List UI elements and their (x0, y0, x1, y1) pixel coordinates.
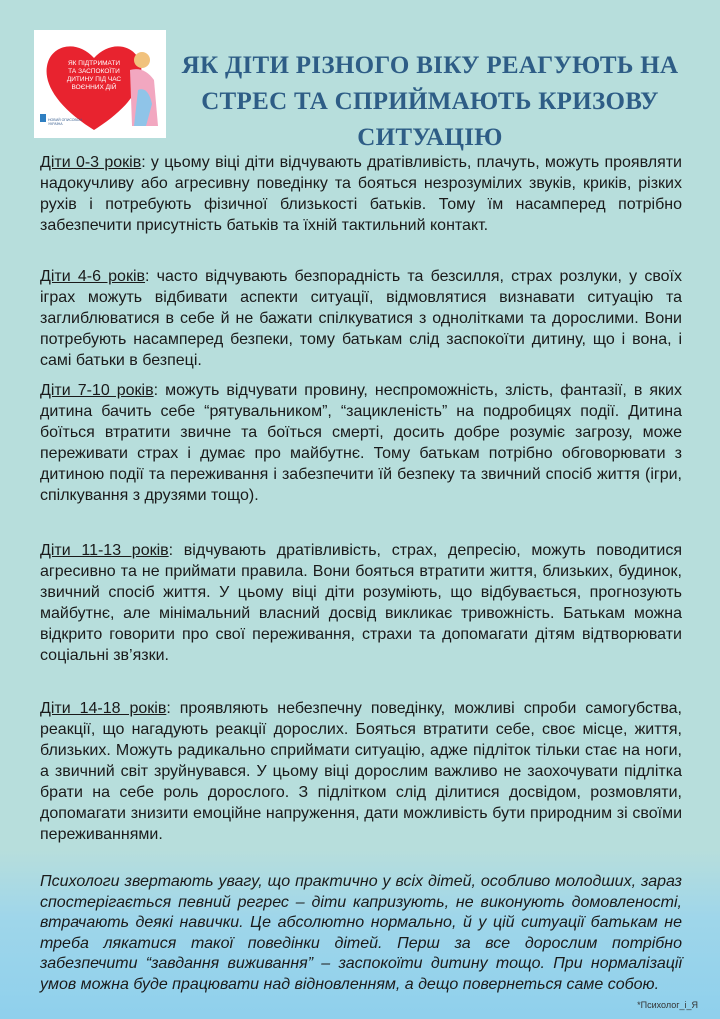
age-label: Діти 4-6 років (40, 268, 146, 285)
section-text: : можуть відчувати провину, неспроможність, злість, фантазії, в яких дитина бачить себе “рятувальником”, “зацикленість” на подробицях події. Дитина боїться втратити звичне та боїться смерті, досить добре розуміє загрозу, може переживати страх і думає про майбутнє. Тому батькам потрібно обговорювати з дитиною події та переживання і забезпечити їй безпеку та звичний спосіб життя (ігри, спілкування з друзями тощо). (40, 382, 682, 504)
header (0, 0, 720, 150)
section-age-11-13 (40, 540, 682, 666)
age-label: Діти 14-18 років (40, 700, 167, 717)
credit: *Психолог_і_Я (637, 1000, 698, 1010)
org-emblem-icon (40, 114, 46, 122)
logo-text: ЯК ПІДТРИМАТИ ТА ЗАСПОКОЇТИ ДИТИНУ ПІД ЧАС ВОЄННИХ ДІЙ (66, 60, 122, 91)
age-label: Діти 0-3 років (40, 154, 142, 171)
section-text: : відчувають дратівливість, страх, депресію, можуть поводитися агресивно та не приймати правила. Вони бояться втратити життя, близьких, будинок, звичний спосіб життя. У цьому віці діти розуміють, що відбувається, прогнозують майбутнє, але мінімальний власний досвід викликає тривожність. Батькам можна відкрито говорити про свої переживання, страхи та допомагати дітям відтворювати соціальні зв’язки. (40, 542, 682, 664)
logo-org: НОВИЙ ОПИСОВОН УКРАЇНА (48, 118, 82, 126)
section-age-14-18 (40, 698, 682, 845)
page-title: ЯК ДІТИ РІЗНОГО ВІКУ РЕАГУЮТЬ НА СТРЕС ТА СПРИЙМАЮТЬ КРИЗОВУ СИТУАЦІЮ (181, 52, 679, 151)
age-label: Діти 7-10 років (40, 382, 154, 399)
figure-head-icon (134, 52, 150, 68)
section-text: : у цьому віці діти відчувають дратівливість, плачуть, можуть проявляти надокучливу або агресивну поведінку та бояться незрозумілих звуків, криків, різких рухів і потребують фізичної близькості батьків. Тому їм насамперед потрібно забезпечити присутність батьків та їхній тактильний контакт. (40, 154, 682, 234)
section-text: : проявляють небезпечну поведінку, можливі спроби самогубства, реакції, що нагадують реакції дорослих. Бояться втратити себе, своє місце, життя, близьких. Можуть радикально сприймати ситуацію, адже підліток тільки стає на ноги, а звичний світ зруйнувався. У цьому віці дорослим важливо не заохочувати підлітка брати на себе роль дорослого. З підлітком слід ділитися досвідом, розмовляти, допомагати знизити емоційне напруження, дати можливість бути природним зі своїми переживаннями. (40, 700, 682, 843)
section-age-4-6 (40, 266, 682, 371)
section-text: : часто відчувають безпорадність та безсилля, страх розлуки, у своїх іграх можуть відбивати аспекти ситуації, відмовлятися визнавати ситуацію та заглиблюватися в себе й не бажати спілкуватися з однолітками та дорослими. Вони потребують насамперед безпеки, тому батькам слід заспокоїти дитину, що і вона, і самі батьки в безпеці. (40, 268, 683, 369)
psychologist-note: Психологи звертають увагу, що практично у всіх дітей, особливо молодших, зараз спостерігається певний регрес – діти капризують, не виконують домовленості, втрачають деякі навички. Це абсолютно нормально, й у цій ситуації батькам не треба лякатися такої поведінки дітей. Перш за все дорослим потрібно забезпечити “завдання виживання” – заспокоїти дитину тощо. При нормалізації умов можна буде працювати над відновленням, а дещо повернеться саме собою. (40, 873, 682, 993)
section-age-0-3 (40, 152, 682, 236)
logo (34, 30, 166, 138)
age-label: Діти 11-13 років (40, 542, 169, 559)
section-age-7-10 (40, 380, 682, 506)
